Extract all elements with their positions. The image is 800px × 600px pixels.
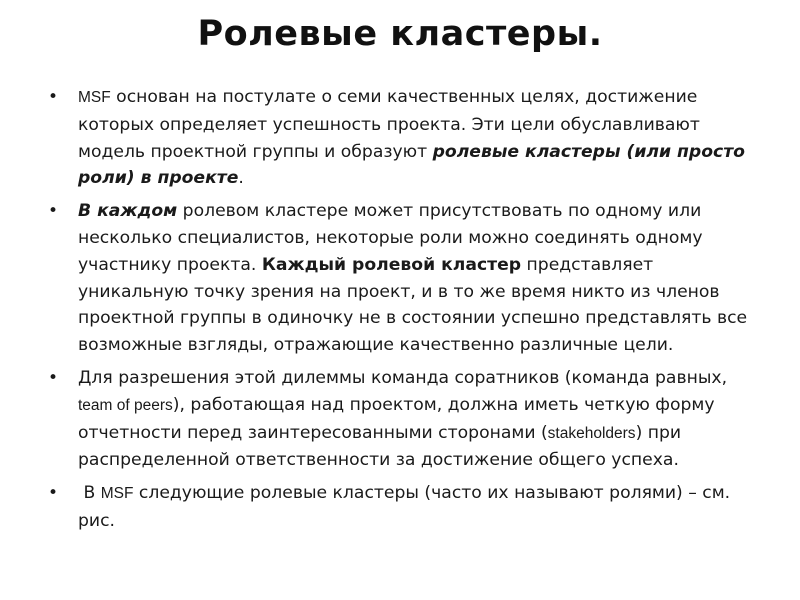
bullet-dot-icon: • xyxy=(48,201,59,222)
text-run: team of peers xyxy=(78,396,173,414)
text-run: stakeholders xyxy=(547,424,636,442)
text-run: . xyxy=(238,168,244,189)
text-run-emphasis: В каждом xyxy=(78,201,178,222)
bullet-text xyxy=(78,368,727,470)
text-run-emphasis: ролевые кластеры (или просто роли) в проекте xyxy=(78,141,745,189)
text-run: MSF xyxy=(100,485,134,503)
bullet-list xyxy=(46,84,758,541)
text-run: ролевом кластере может присутствовать по одному или несколько специалистов, некоторые роли можно соединять одному участнику проекта. xyxy=(78,201,703,275)
text-run: ), работающая над проектом, должна иметь четкую форму отчетности перед заинтересованными сторонами ( xyxy=(78,394,715,443)
bullet-dot-icon: • xyxy=(48,367,59,388)
text-run: представляет уникальную точку зрения на проект, и в то же время никто из членов проектной группы в одиночку не в состоянии успешно представлять все возможные взгляды, отражающие качественно различные цели. xyxy=(78,254,748,356)
text-run: В xyxy=(78,483,101,504)
text-run-bold: Каждый ролевой кластер xyxy=(261,254,522,275)
text-run: ) при распределенной ответственности за достижение общего успеха. xyxy=(78,422,682,471)
bullet-item xyxy=(46,84,758,192)
text-run: следующие ролевые кластеры (часто их называют ролями) – см. рис. xyxy=(78,483,731,531)
text-run: Для разрешения этой дилеммы команда соратников (команда равных, xyxy=(78,367,728,388)
bullet-item xyxy=(46,365,758,474)
text-run: основан на постулате о семи качественных целях, достижение которых определяет успешность проекта. Эти цели обуславливают модель проектной группы и образуют xyxy=(78,87,700,162)
bullet-text xyxy=(78,483,730,531)
slide-title: Ролевые кластеры. xyxy=(197,14,603,54)
bullet-text xyxy=(78,87,745,188)
text-run: MSF xyxy=(78,89,111,106)
bullet-item xyxy=(46,480,758,535)
bullet-dot-icon: • xyxy=(48,483,59,504)
bullet-item xyxy=(46,198,758,359)
bullet-dot-icon: • xyxy=(48,87,59,107)
bullet-text xyxy=(78,201,747,355)
